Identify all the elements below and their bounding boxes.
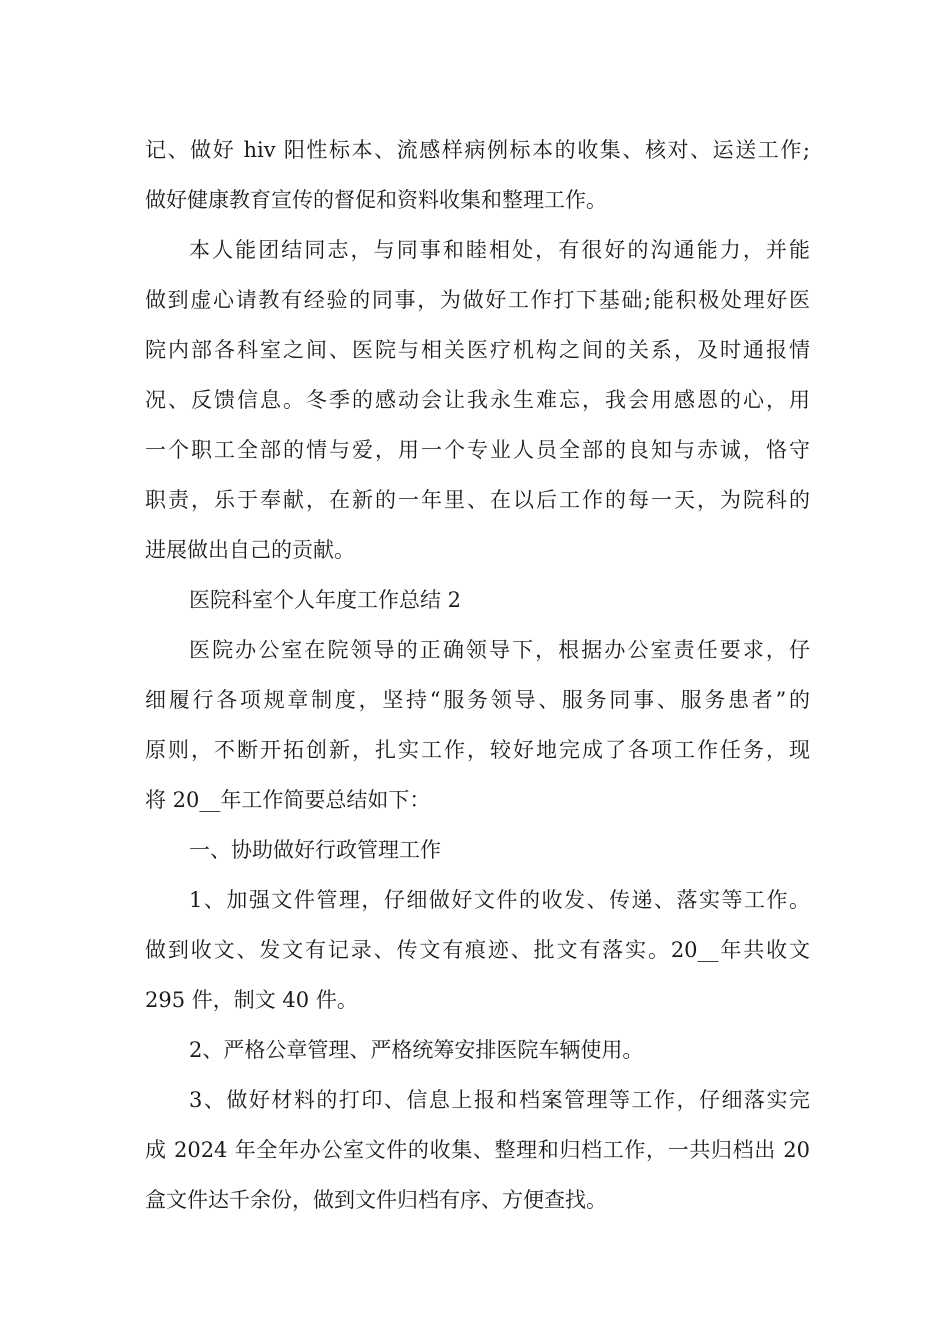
text-line: 记、做好 hiv 阳性标本、流感样病例标本的收集、核对、运送工作; [145, 138, 810, 162]
text-line: 一、协助做好行政管理工作 [189, 838, 441, 862]
text-line: 成 2024 年全年办公室文件的收集、整理和归档工作，一共归档出 20 [145, 1138, 810, 1162]
text-line: 本人能团结同志，与同事和睦相处，有很好的沟通能力，并能 [189, 238, 810, 262]
text-line: 3、做好材料的打印、信息上报和档案管理等工作，仔细落实完 [189, 1088, 810, 1112]
text-line: 295 件，制文 40 件。 [145, 988, 358, 1012]
document-page [145, 125, 810, 1225]
text-line: 医院科室个人年度工作总结 2 [189, 588, 462, 612]
text-line: 做到虚心请教有经验的同事，为做好工作打下基础;能积极处理好医 [145, 288, 810, 312]
text-line: 院内部各科室之间、医院与相关医疗机构之间的关系，及时通报情 [145, 338, 810, 362]
text-line: 做好健康教育宣传的督促和资料收集和整理工作。 [145, 188, 607, 212]
text-line: 职责，乐于奉献，在新的一年里、在以后工作的每一天，为院科的 [145, 488, 810, 512]
text-line: 原则，不断开拓创新，扎实工作，较好地完成了各项工作任务，现 [145, 738, 810, 762]
text-line: 细履行各项规章制度，坚持“服务领导、服务同事、服务患者”的 [145, 688, 810, 712]
text-line: 将 20__年工作简要总结如下： [145, 788, 431, 812]
text-line: 一个职工全部的情与爱，用一个专业人员全部的良知与赤诚，恪守 [145, 438, 810, 462]
text-line: 医院办公室在院领导的正确领导下，根据办公室责任要求，仔 [189, 638, 810, 662]
text-line: 做到收文、发文有记录、传文有痕迹、批文有落实。20__年共收文 [145, 938, 810, 962]
text-line: 盒文件达千余份，做到文件归档有序、方便查找。 [145, 1188, 607, 1212]
text-line: 2、严格公章管理、严格统筹安排医院车辆使用。 [189, 1038, 644, 1062]
text-line: 1、加强文件管理，仔细做好文件的收发、传递、落实等工作。 [189, 888, 810, 912]
text-line: 进展做出自己的贡献。 [145, 538, 355, 562]
text-line: 况、反馈信息。冬季的感动会让我永生难忘，我会用感恩的心，用 [145, 388, 810, 412]
